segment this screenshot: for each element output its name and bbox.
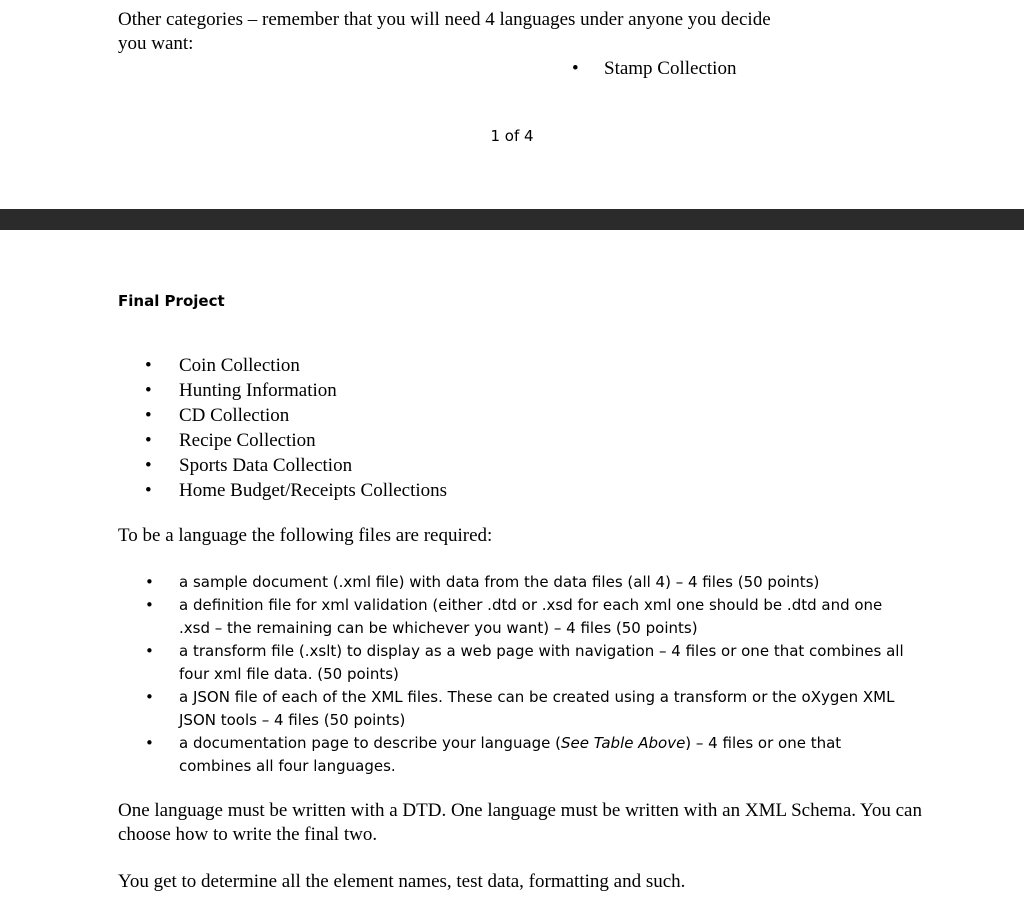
- list-item: [145, 453, 447, 478]
- page-number: 1 of 4: [490, 127, 534, 145]
- list-item-label: Stamp Collection: [604, 58, 737, 79]
- page-divider: [0, 209, 1024, 230]
- bullet-icon: •: [145, 480, 152, 501]
- requirements-intro: To be a language the following files are required:: [118, 525, 493, 546]
- requirement-text-before: a documentation page to describe your language (: [179, 734, 562, 752]
- list-item-label: Home Budget/Receipts Collections: [179, 480, 448, 501]
- list-item-label: Coin Collection: [179, 355, 300, 376]
- bullet-icon: •: [572, 58, 579, 79]
- list-item: [145, 478, 447, 503]
- bullet-icon: •: [145, 596, 154, 614]
- bullet-icon: •: [145, 734, 154, 752]
- list-item-label: Hunting Information: [179, 380, 337, 401]
- requirement-item: [145, 686, 915, 732]
- bullet-icon: •: [145, 455, 152, 476]
- requirement-text: a JSON file of each of the XML files. These can be created using a transform or the oXygen XML JSON tools – 4 files (50 points): [179, 688, 895, 729]
- bullet-icon: •: [145, 430, 152, 451]
- list-item: [145, 378, 447, 403]
- list-item-label: Sports Data Collection: [179, 455, 353, 476]
- bullet-icon: •: [145, 688, 154, 706]
- bullet-icon: •: [145, 355, 152, 376]
- list-item-label: Recipe Collection: [179, 430, 316, 451]
- list-item: [145, 403, 447, 428]
- section-heading: Final Project: [118, 292, 225, 310]
- bullet-icon: •: [145, 642, 154, 660]
- list-item-stamp-collection: [572, 57, 736, 81]
- requirements-list: [145, 571, 915, 778]
- requirement-item: [145, 571, 915, 594]
- requirement-item: [145, 732, 915, 778]
- list-item: [145, 353, 447, 378]
- requirement-text: a sample document (.xml file) with data from the data files (all 4) – 4 files (50 points): [179, 573, 820, 591]
- requirement-text-after: ) – 4 files or one that combines all four languages.: [179, 734, 842, 775]
- intro-paragraph: Other categories – remember that you will need 4 languages under anyone you decide you want:: [118, 9, 771, 54]
- bullet-icon: •: [145, 380, 152, 401]
- closing-paragraph-2: You get to determine all the element names, test data, formatting and such.: [118, 871, 686, 892]
- requirement-text: a transform file (.xslt) to display as a web page with navigation – 4 files or one that combines all four xml file data. (50 points): [179, 642, 904, 683]
- category-list: [145, 353, 447, 503]
- closing-paragraph-1: One language must be written with a DTD. One language must be written with an XML Schema. You can choose how to write the final two.: [118, 800, 922, 845]
- list-item-label: CD Collection: [179, 405, 290, 426]
- table-reference: See Table Above: [561, 734, 686, 752]
- bullet-icon: •: [145, 405, 152, 426]
- requirement-text: a definition file for xml validation (either .dtd or .xsd for each xml one should be .dtd and one .xsd – the remaining can be whichever you want) – 4 files (50 points): [179, 596, 883, 637]
- bullet-icon: •: [145, 573, 154, 591]
- list-item: [145, 428, 447, 453]
- requirement-item: [145, 594, 915, 640]
- requirement-item: [145, 640, 915, 686]
